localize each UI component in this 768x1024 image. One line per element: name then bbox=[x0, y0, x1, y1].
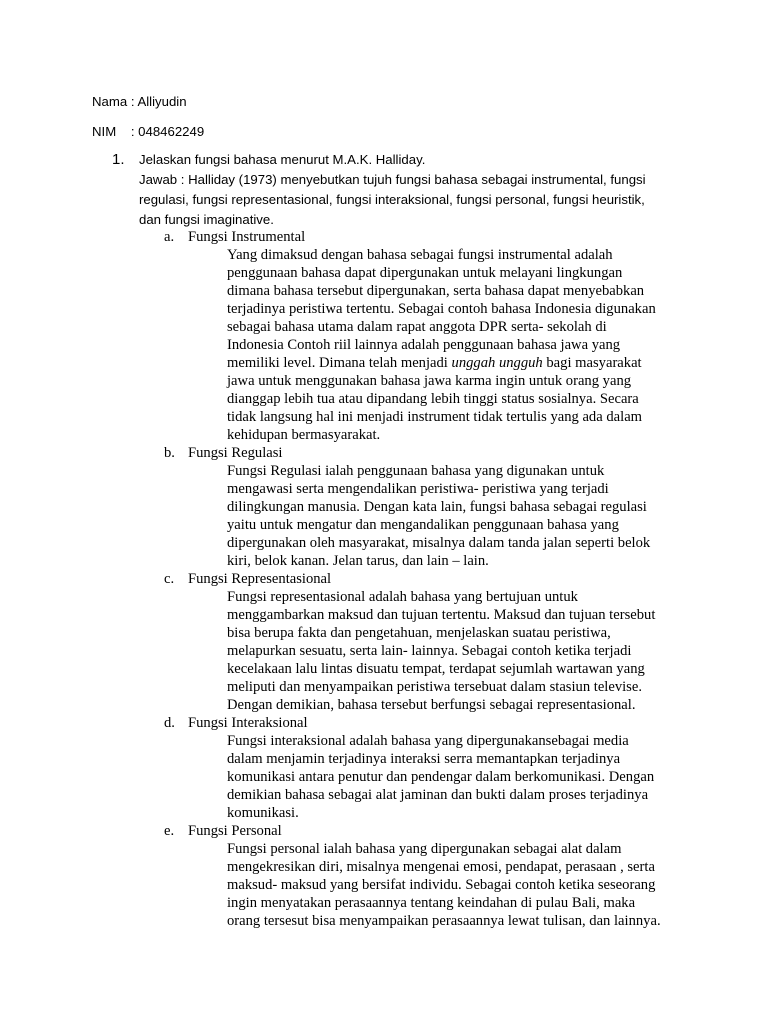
body-line: dianggap lebih tua atau dipandang lebih tinggi status sosialnya. Secara bbox=[227, 391, 639, 407]
body-line: dimana bahasa tersebut dipergunakan, serta bahasa dapat menyebabkan bbox=[227, 283, 645, 299]
body-line: Fungsi representasional adalah bahasa yang bertujuan untuk bbox=[227, 589, 578, 605]
question-1 bbox=[112, 150, 692, 230]
answer-intro bbox=[112, 170, 692, 230]
body-line: Yang dimaksud dengan bahasa sebagai fungsi instrumental adalah bbox=[227, 247, 613, 263]
section-letter: a. bbox=[164, 229, 175, 245]
italic-term: unggah ungguh bbox=[451, 355, 543, 371]
answer-line: Jawab : Halliday (1973) menyebutkan tujuh fungsi bahasa sebagai instrumental, fungsi bbox=[139, 172, 646, 187]
section-body bbox=[227, 840, 675, 930]
answer-line: regulasi, fungsi representasional, fungsi interaksional, fungsi personal, fungsi heuristik, bbox=[139, 192, 645, 207]
body-line: tidak langsung hal ini menjadi instrument tidak tertulis yang ada dalam bbox=[227, 409, 643, 425]
section-regulasi bbox=[164, 444, 684, 570]
body-line: Indonesia Contoh riil lainnya adalah penggunaan bahasa jawa yang bbox=[227, 337, 621, 353]
body-line: ingin menyatakan perasaannya tentang keindahan di pulau Bali, maka bbox=[227, 895, 636, 911]
section-letter: d. bbox=[164, 715, 175, 731]
body-line: jawa untuk menggunakan bahasa jawa karma ingin untuk orang yang bbox=[227, 373, 632, 389]
section-title: Fungsi Interaksional bbox=[188, 715, 308, 731]
body-line: sebagai bahasa utama dalam rapat anggota DPR serta- sekolah di bbox=[227, 319, 607, 335]
body-line: orang tersesut bisa menyampaikan perasaannya lewat tulisan, dan lainnya. bbox=[227, 913, 661, 929]
body-line: Dengan demikian, bahasa tersebut berfungsi sebagai representasional. bbox=[227, 697, 636, 713]
body-line: Fungsi interaksional adalah bahasa yang dipergunakansebagai media bbox=[227, 733, 629, 749]
body-line: dipergunakan oleh masyarakat, misalnya dalam tanda jalan seperti belok bbox=[227, 535, 651, 551]
section-title: Fungsi Instrumental bbox=[188, 229, 306, 245]
question-text: Jelaskan fungsi bahasa menurut M.A.K. Halliday. bbox=[139, 152, 426, 167]
section-body bbox=[227, 732, 675, 822]
function-list bbox=[164, 228, 684, 930]
section-body bbox=[227, 246, 675, 444]
body-text: bagi masyarakat bbox=[542, 355, 642, 371]
body-line: Fungsi Regulasi ialah penggunaan bahasa yang digunakan untuk bbox=[227, 463, 605, 479]
body-line: meliputi dan menyampaikan peristiwa tersebuat dalam stasiun televise. bbox=[227, 679, 642, 695]
section-body bbox=[227, 588, 675, 714]
question-number: 1. bbox=[112, 151, 125, 168]
body-line: demikian bahasa sebagai alat jaminan dan bukti dalam proses terjadinya bbox=[227, 787, 649, 803]
section-instrumental bbox=[164, 228, 684, 444]
body-line: Fungsi personal ialah bahasa yang dipergunakan sebagai alat dalam bbox=[227, 841, 622, 857]
body-line: dalam menjamin terjadinya interaksi serra memantapkan terjadinya bbox=[227, 751, 621, 767]
body-line: kiri, belok kanan. Jelan tarus, dan lain – lain. bbox=[227, 553, 489, 569]
body-line: kehidupan bermasyarakat. bbox=[227, 427, 381, 443]
body-line: penggunaan bahasa dapat dipergunakan untuk melayani lingkungan bbox=[227, 265, 623, 281]
body-line: mengekresikan diri, misalnya mengenai emosi, pendapat, perasaan , serta bbox=[227, 859, 655, 875]
body-line: mengawasi serta mengendalikan peristiwa- peristiwa yang terjadi bbox=[227, 481, 609, 497]
section-letter: c. bbox=[164, 571, 175, 587]
body-line: maksud- maksud yang bersifat individu. Sebagai contoh ketika seseorang bbox=[227, 877, 656, 893]
body-line: yaitu untuk mengatur dan mengandalikan penggunaan bahasa yang bbox=[227, 517, 619, 533]
section-letter: e. bbox=[164, 823, 175, 839]
body-line: kecelakaan lalu lintas disuatu tempat, terdapat sejumlah wartawan yang bbox=[227, 661, 645, 677]
section-letter: b. bbox=[164, 445, 175, 461]
body-line: menggambarkan maksud dan tujuan tertentu. Maksud dan tujuan tersebut bbox=[227, 607, 656, 623]
section-body bbox=[227, 462, 675, 570]
body-line: melapurkan sesuatu, serta lain- lainnya. Sebagai contoh ketika terjadi bbox=[227, 643, 632, 659]
section-personal bbox=[164, 822, 684, 930]
body-text: memiliki level. Dimana telah menjadi bbox=[227, 355, 452, 371]
section-title: Fungsi Personal bbox=[188, 823, 282, 839]
body-line bbox=[227, 354, 675, 372]
student-name: Nama : Alliyudin bbox=[92, 94, 187, 109]
body-line: bisa berupa fakta dan pengetahuan, menjelaskan suatau peristiwa, bbox=[227, 625, 611, 641]
section-title: Fungsi Regulasi bbox=[188, 445, 283, 461]
body-line: dilingkungan manusia. Dengan kata lain, fungsi bahasa sebagai regulasi bbox=[227, 499, 647, 515]
student-nim: NIM : 048462249 bbox=[92, 124, 205, 139]
section-representasional bbox=[164, 570, 684, 714]
answer-line: dan fungsi imaginative. bbox=[139, 212, 274, 227]
section-interaksional bbox=[164, 714, 684, 822]
section-title: Fungsi Representasional bbox=[188, 571, 332, 587]
body-line: komunikasi. bbox=[227, 805, 299, 821]
body-line: komunikasi antara penutur dan pendengar dalam berkomunikasi. Dengan bbox=[227, 769, 655, 785]
body-line: terjadinya peristiwa tertentu. Sebagai contoh bahasa Indonesia digunakan bbox=[227, 301, 656, 317]
